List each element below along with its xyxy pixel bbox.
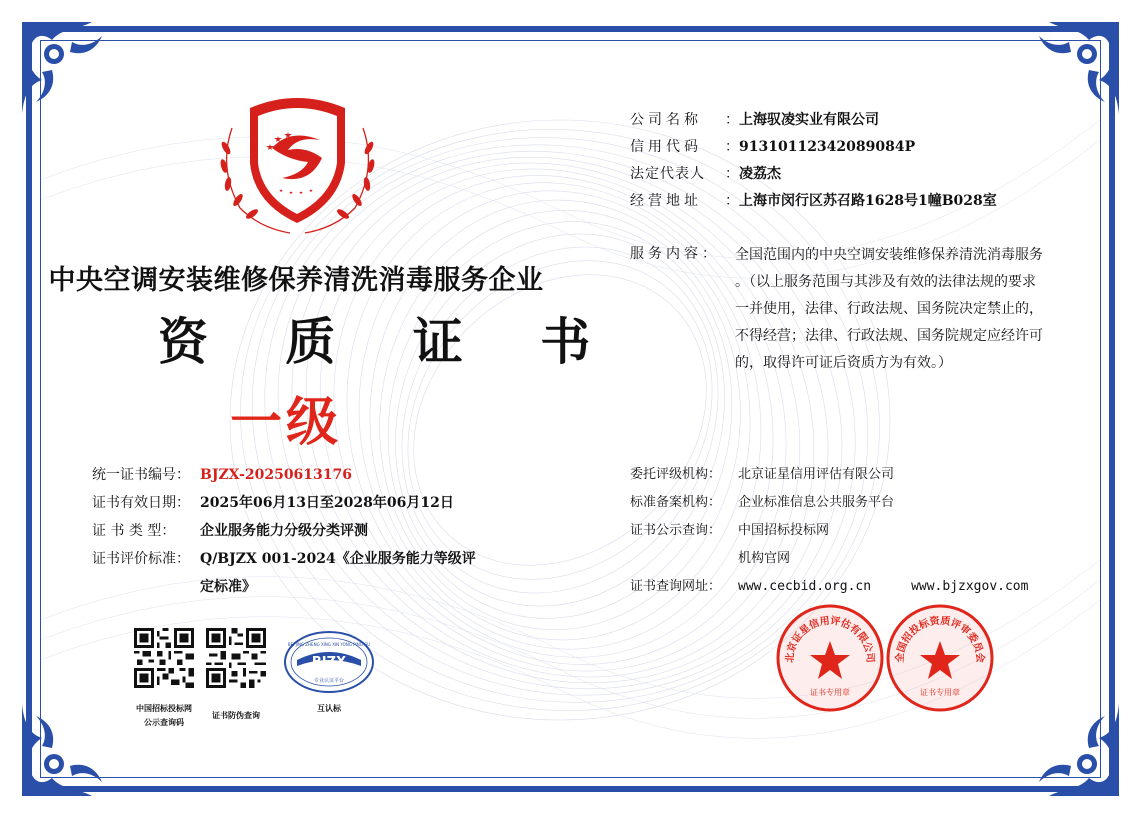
- service-line: 全国范围内的中央空调安装维修保养清洗消毒服务: [735, 247, 1043, 263]
- validity-label: 证书有效日期：: [92, 495, 190, 511]
- service-content: [735, 242, 1087, 377]
- qr-code-icon[interactable]: [134, 628, 194, 688]
- seal1-ring-text: 北京证星信用评估有限公司: [784, 615, 876, 664]
- url-row: [630, 577, 1028, 597]
- seal2-bottom-text: 证书专用章: [920, 688, 960, 697]
- cert-type-value: 企业服务能力分级分类评测: [200, 523, 368, 539]
- corner-ornament-icon: [22, 704, 114, 796]
- address-value: 上海市闵行区苏召路1628号1幢B028室: [739, 193, 997, 209]
- corner-ornament-icon: [1027, 22, 1119, 114]
- seal1-bottom-text: 证书专用章: [810, 688, 850, 697]
- service-label: 服务内容：: [630, 246, 720, 262]
- company-name-label: 公司名称: [630, 112, 702, 128]
- bjzx-ring-text: BEI JING ZHENG XING XIN YONG PING GU: [287, 642, 371, 647]
- main-title: 中央空调安装维修保养清洗消毒服务企业: [48, 265, 544, 296]
- standard-row: [92, 549, 476, 569]
- entrust-label: 委托评级机构：: [630, 467, 722, 482]
- service-line: 。（以上服务范围与其涉及有效的法律法规的要求: [735, 274, 1036, 290]
- bjzx-bottom-text: 专业认证平台: [313, 678, 345, 684]
- company-name-row: 公司名称 ：上海驭凌实业有限公司: [630, 112, 879, 128]
- legal-rep-row: 法定代表人 ：凌荔杰: [630, 166, 781, 182]
- credit-code-row: 信用代码 ：91310112342089084P: [630, 139, 916, 155]
- entrust-value: 北京证星信用评估有限公司: [738, 467, 895, 482]
- qr2-caption: 证书防伪查询: [212, 711, 260, 720]
- filing-label: 标准备案机构：: [630, 495, 722, 510]
- legal-rep-value: 凌荔杰: [739, 166, 781, 182]
- bjzx-logo-icon[interactable]: [283, 630, 375, 694]
- service-line: 一并使用，法律、行政法规、国务院决定禁止的，: [735, 301, 1043, 317]
- qr-code-icon[interactable]: [206, 628, 266, 688]
- cert-type-row: [92, 521, 368, 541]
- seal-stamp-icon: [885, 603, 995, 713]
- filing-row: [630, 493, 894, 513]
- level-title: 一级: [230, 392, 343, 453]
- qr1-caption: 中国招标投标网 公示查询码: [136, 704, 192, 727]
- legal-rep-label: 法定代表人: [630, 166, 705, 182]
- query-row: [630, 521, 829, 541]
- seal2-ring-text: 全国招投标资质评审委员会: [894, 615, 986, 664]
- validity-row: [92, 493, 454, 513]
- company-name-value: 上海驭凌实业有限公司: [739, 112, 879, 128]
- filing-value: 企业标准信息公共服务平台: [738, 495, 895, 510]
- standard-value-cont: 定标准》: [200, 579, 256, 595]
- credit-code-label: 信用代码: [630, 139, 702, 155]
- address-label: 经营地址: [630, 193, 702, 209]
- logo-caption: 互认标: [317, 704, 341, 713]
- credit-code-value: 91310112342089084P: [739, 139, 916, 155]
- cert-number-label: 统一证书编号：: [92, 467, 190, 483]
- cert-number-row: [92, 465, 352, 485]
- url-link-bjzxgov[interactable]: www.bjzxgov.com: [911, 579, 1029, 594]
- corner-ornament-icon: [22, 22, 114, 114]
- url-label: 证书查询网址：: [630, 579, 722, 594]
- url-link-cecbid[interactable]: www.cecbid.org.cn: [738, 579, 872, 594]
- corner-ornament-icon: [1027, 704, 1119, 796]
- cert-number-value: BJZX-20250613176: [200, 467, 353, 483]
- standard-value: Q/BJZX 001-2024《企业服务能力等级评: [200, 551, 476, 567]
- address-row: 经营地址 ：上海市闵行区苏召路1628号1幢B028室: [630, 193, 997, 209]
- standard-label: 证书评价标准：: [92, 551, 190, 567]
- cert-type-label: 证 书 类 型：: [92, 523, 176, 539]
- query-value-cont: 机构官网: [738, 551, 791, 566]
- service-line: 的，取得许可证后资质方为有效。）: [735, 355, 952, 371]
- validity-value: 2025年06月13日至2028年06月12日: [200, 495, 454, 511]
- entrust-row: [630, 465, 894, 485]
- certificate-title: 资 质 证 书: [158, 312, 621, 371]
- query-value: 中国招标投标网: [738, 523, 830, 538]
- shield-emblem-icon: [210, 88, 385, 238]
- query-label: 证书公示查询：: [630, 523, 722, 538]
- bjzx-logo-text: BJZX: [311, 655, 347, 670]
- service-line: 不得经营；法律、行政法规、国务院规定应经许可: [735, 328, 1043, 344]
- seal-stamp-icon: [775, 603, 885, 713]
